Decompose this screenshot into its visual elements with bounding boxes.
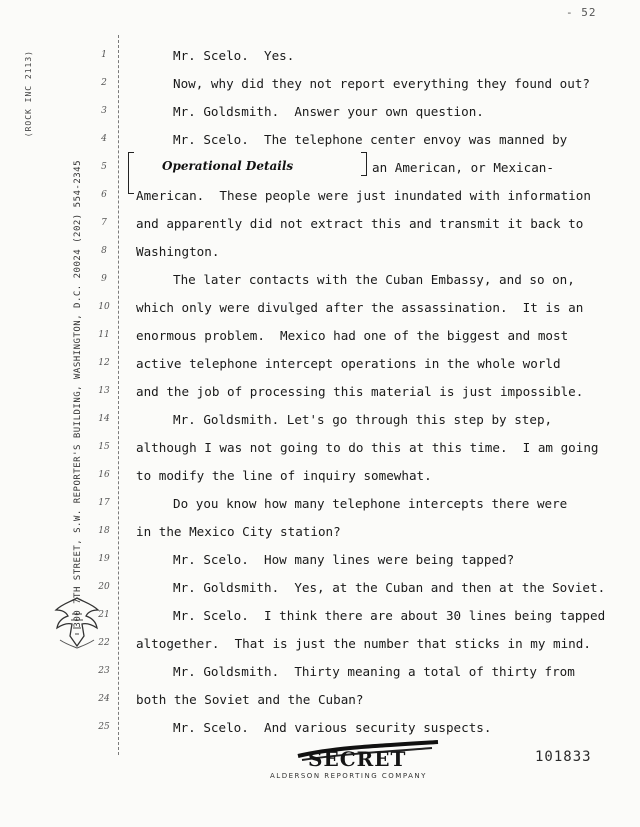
line-number: 23 <box>98 666 110 676</box>
vertical-header: (ROCK INC 2113) <box>24 50 33 138</box>
transcript-line: altogether. That is just the number that sticks in my mind. <box>136 636 591 651</box>
line-number: 16 <box>98 470 110 480</box>
page-mark: - 52 <box>566 6 597 19</box>
transcript-line: and the job of processing this material is just impossible. <box>136 384 584 399</box>
transcript-line: Washington. <box>136 244 220 259</box>
transcript-line: to modify the line of inquiry somewhat. <box>136 468 432 483</box>
redaction-label: Operational Details <box>162 159 294 173</box>
margin-rule <box>118 35 119 755</box>
transcript-line: and apparently did not extract this and transmit it back to <box>136 216 584 231</box>
line-number: 7 <box>101 218 107 228</box>
reporter-address: 300 7TH STREET, S.W. REPORTER'S BUILDING, WASHINGTON, D.C. 20024 (202) 554-2345 <box>73 160 83 628</box>
line-number: 10 <box>98 302 110 312</box>
line-number: 2 <box>101 78 107 88</box>
transcript-line: Do you know how many telephone intercepts there were <box>173 496 568 511</box>
transcript-line: in the Mexico City station? <box>136 524 341 539</box>
transcript-line: enormous problem. Mexico had one of the biggest and most <box>136 328 569 343</box>
secret-stamp: SECRET <box>308 747 407 771</box>
transcript-line: Mr. Scelo. The telephone center envoy was manned by <box>173 132 568 147</box>
line-number: 4 <box>101 134 107 144</box>
line-number: 17 <box>98 498 110 508</box>
line-number: 11 <box>98 330 110 340</box>
reporting-company: ALDERSON REPORTING COMPANY <box>270 772 427 780</box>
transcript-line: which only were divulged after the assassination. It is an <box>136 300 584 315</box>
transcript-line: American. These people were just inundated with information <box>136 188 591 203</box>
transcript-line: although I was not going to do this at this time. I am going <box>136 440 599 455</box>
line-number: 13 <box>98 386 110 396</box>
transcript-line: Mr. Scelo. And various security suspects. <box>173 720 492 735</box>
line-number: 21 <box>98 610 110 620</box>
line-number: 25 <box>98 722 110 732</box>
transcript-line: Mr. Goldsmith. Answer your own question. <box>173 104 484 119</box>
line-number: 5 <box>101 162 107 172</box>
line-number: 19 <box>98 554 110 564</box>
transcript-line: Mr. Goldsmith. Let's go through this step by step, <box>173 412 553 427</box>
line-number: 20 <box>98 582 110 592</box>
line-number: 12 <box>98 358 110 368</box>
transcript-line: both the Soviet and the Cuban? <box>136 692 364 707</box>
transcript-line: Mr. Scelo. How many lines were being tapped? <box>173 552 515 567</box>
line-number: 1 <box>101 50 107 60</box>
line-number: 8 <box>101 246 107 256</box>
transcript-line: an American, or Mexican- <box>372 160 554 175</box>
eagle-seal-icon <box>52 592 102 652</box>
document-number: 101833 <box>535 749 592 765</box>
redaction-bracket-left <box>128 152 134 194</box>
transcript-line: Mr. Goldsmith. Thirty meaning a total of thirty from <box>173 664 575 679</box>
line-number: 18 <box>98 526 110 536</box>
redaction-bracket-right <box>361 152 367 176</box>
transcript-line: active telephone intercept operations in the whole world <box>136 356 561 371</box>
transcript-line: Mr. Goldsmith. Yes, at the Cuban and then at the Soviet. <box>173 580 606 595</box>
transcript-line: Mr. Scelo. I think there are about 30 lines being tapped <box>173 608 606 623</box>
transcript-line: Now, why did they not report everything they found out? <box>173 76 591 91</box>
line-number: 22 <box>98 638 110 648</box>
transcript-line: Mr. Scelo. Yes. <box>173 48 295 63</box>
line-number: 24 <box>98 694 110 704</box>
line-number: 15 <box>98 442 110 452</box>
line-number: 9 <box>101 274 107 284</box>
line-number: 6 <box>101 190 107 200</box>
transcript-line: The later contacts with the Cuban Embassy, and so on, <box>173 272 575 287</box>
line-number: 14 <box>98 414 110 424</box>
line-number: 3 <box>101 106 107 116</box>
